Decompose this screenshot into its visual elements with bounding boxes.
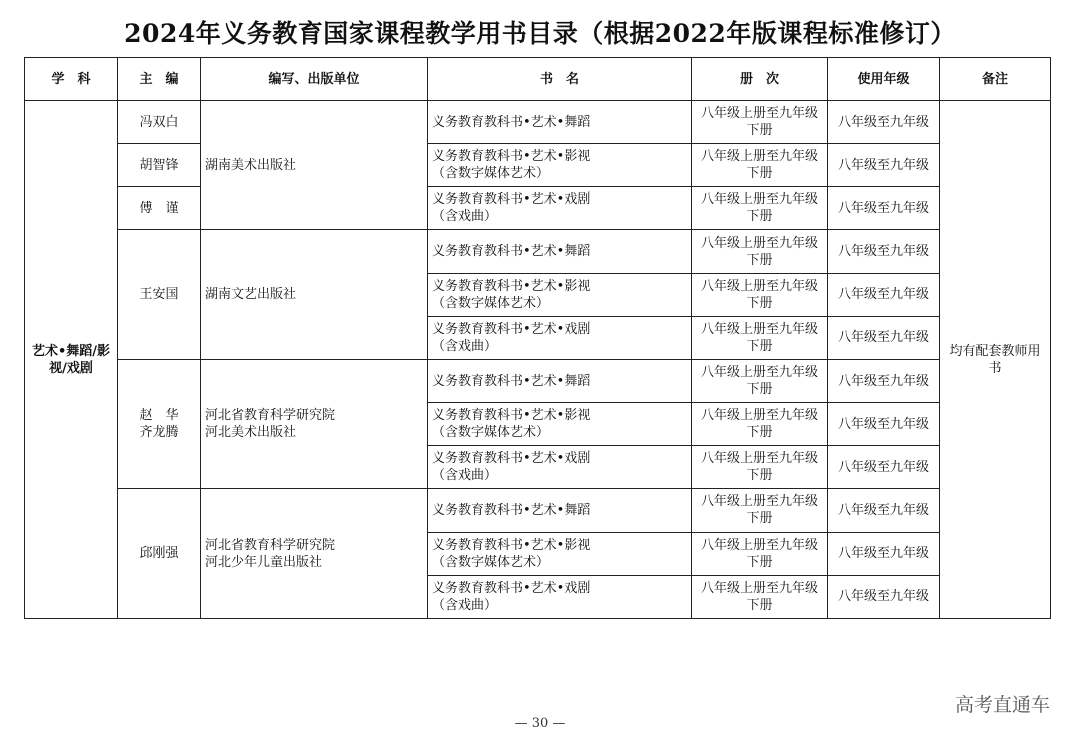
editor-cell <box>118 359 201 488</box>
grade-cell: 八年级至九年级 <box>828 230 940 273</box>
volume-cell: 八年级上册至九年级下册 <box>692 532 828 575</box>
volume-cell: 八年级上册至九年级下册 <box>692 575 828 618</box>
book-cell <box>428 101 692 144</box>
grade-cell: 八年级至九年级 <box>828 403 940 446</box>
table-row <box>25 187 1051 230</box>
editor-cell: 胡智锋 <box>118 144 201 187</box>
book-cell <box>428 489 692 532</box>
book-cell <box>428 273 692 316</box>
header-publisher: 编写、出版单位 <box>201 58 428 101</box>
editor-cell: 邱刚强 <box>118 489 201 619</box>
publisher-cell <box>201 489 428 619</box>
volume-cell: 八年级上册至九年级下册 <box>692 316 828 359</box>
table-row <box>25 489 1051 532</box>
publisher-cell <box>201 359 428 488</box>
header-volume: 册 次 <box>692 58 828 101</box>
book-subtitle: （含数字媒体艺术） <box>432 166 550 182</box>
book-subtitle: （含戏曲） <box>432 209 498 225</box>
book-subtitle: （含戏曲） <box>432 597 498 613</box>
table-row <box>25 230 1051 273</box>
editor-name: 赵 华 <box>139 408 179 424</box>
publisher-cell: 湖南美术出版社 <box>201 101 428 230</box>
book-cell <box>428 575 692 618</box>
header-row <box>25 58 1051 101</box>
book-cell <box>428 403 692 446</box>
grade-cell: 八年级至九年级 <box>828 144 940 187</box>
watermark-text: 高考直通车 <box>954 694 1050 716</box>
book-title: 义务教育教科书•艺术•舞蹈 <box>432 244 591 260</box>
grade-cell: 八年级至九年级 <box>828 446 940 489</box>
book-title: 义务教育教科书•艺术•戏剧 <box>432 192 591 208</box>
book-subtitle: （含数字媒体艺术） <box>432 554 550 570</box>
book-title: 义务教育教科书•艺术•舞蹈 <box>432 114 591 130</box>
book-title: 义务教育教科书•艺术•戏剧 <box>432 321 591 337</box>
volume-cell: 八年级上册至九年级下册 <box>692 101 828 144</box>
publisher-name: 河北少年儿童出版社 <box>205 554 323 570</box>
header-book: 书 名 <box>428 58 692 101</box>
header-note: 备注 <box>940 58 1051 101</box>
header-subject: 学 科 <box>25 58 118 101</box>
note-cell: 均有配套教师用书 <box>940 101 1051 619</box>
book-cell <box>428 187 692 230</box>
grade-cell: 八年级至九年级 <box>828 187 940 230</box>
editor-cell: 王安国 <box>118 230 201 359</box>
page-number: — 30 — <box>514 716 566 731</box>
volume-cell: 八年级上册至九年级下册 <box>692 489 828 532</box>
book-title: 义务教育教科书•艺术•舞蹈 <box>432 373 591 389</box>
volume-cell: 八年级上册至九年级下册 <box>692 273 828 316</box>
grade-cell: 八年级至九年级 <box>828 489 940 532</box>
header-grade: 使用年级 <box>828 58 940 101</box>
book-cell <box>428 446 692 489</box>
publisher-name: 河北省教育科学研究院 <box>205 408 336 424</box>
book-cell <box>428 359 692 402</box>
volume-cell: 八年级上册至九年级下册 <box>692 403 828 446</box>
book-title: 义务教育教科书•艺术•戏剧 <box>432 451 591 467</box>
volume-cell: 八年级上册至九年级下册 <box>692 359 828 402</box>
table-row <box>25 144 1051 187</box>
book-title: 义务教育教科书•艺术•影视 <box>432 278 591 294</box>
catalog-table <box>24 57 1051 619</box>
grade-cell: 八年级至九年级 <box>828 273 940 316</box>
table-row <box>25 359 1051 402</box>
table-row <box>25 101 1051 144</box>
book-title: 义务教育教科书•艺术•影视 <box>432 408 591 424</box>
book-cell <box>428 230 692 273</box>
book-title: 义务教育教科书•艺术•影视 <box>432 149 591 165</box>
publisher-name: 河北省教育科学研究院 <box>205 537 336 553</box>
editor-cell: 冯双白 <box>118 101 201 144</box>
grade-cell: 八年级至九年级 <box>828 101 940 144</box>
book-cell <box>428 144 692 187</box>
volume-cell: 八年级上册至九年级下册 <box>692 187 828 230</box>
editor-cell: 傅 谨 <box>118 187 201 230</box>
book-cell <box>428 532 692 575</box>
publisher-cell: 湖南文艺出版社 <box>201 230 428 359</box>
page-title: 2024年义务教育国家课程教学用书目录（根据2022年版课程标准修订） <box>124 19 956 48</box>
book-subtitle: （含数字媒体艺术） <box>432 295 550 311</box>
book-subtitle: （含戏曲） <box>432 468 498 484</box>
grade-cell: 八年级至九年级 <box>828 575 940 618</box>
volume-cell: 八年级上册至九年级下册 <box>692 144 828 187</box>
grade-cell: 八年级至九年级 <box>828 532 940 575</box>
book-title: 义务教育教科书•艺术•戏剧 <box>432 580 591 596</box>
header-editor: 主 编 <box>118 58 201 101</box>
volume-cell: 八年级上册至九年级下册 <box>692 446 828 489</box>
editor-name: 齐龙腾 <box>139 425 179 441</box>
book-title: 义务教育教科书•艺术•舞蹈 <box>432 502 591 518</box>
book-subtitle: （含戏曲） <box>432 338 498 354</box>
grade-cell: 八年级至九年级 <box>828 359 940 402</box>
subject-cell: 艺术•舞蹈/影视/戏剧 <box>25 101 118 619</box>
publisher-name: 河北美术出版社 <box>205 425 297 441</box>
book-title: 义务教育教科书•艺术•影视 <box>432 537 591 553</box>
volume-cell: 八年级上册至九年级下册 <box>692 230 828 273</box>
grade-cell: 八年级至九年级 <box>828 316 940 359</box>
book-subtitle: （含数字媒体艺术） <box>432 425 550 441</box>
book-cell <box>428 316 692 359</box>
